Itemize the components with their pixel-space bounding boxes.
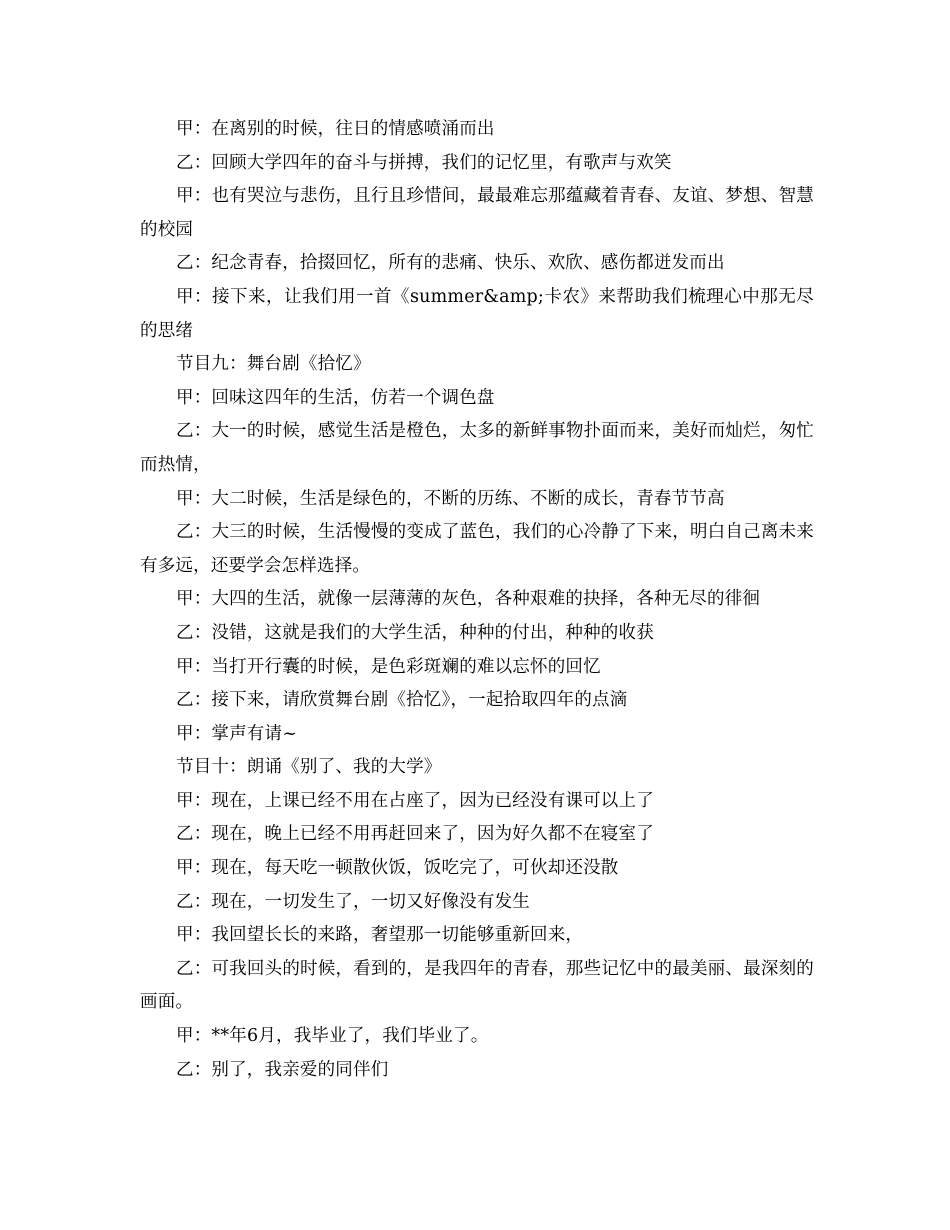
paragraph: 乙：接下来，请欣赏舞台剧《拾忆》，一起拾取四年的点滴 [176, 690, 628, 711]
paragraph: 乙：现在，一切发生了，一切又好像没有发生 [176, 891, 530, 912]
paragraph: 甲：大二时候，生活是绿色的，不断的历练、不断的成长，青春节节高 [176, 488, 725, 509]
paragraph: 乙：现在，晚上已经不用再赶回来了，因为好久都不在寝室了 [176, 824, 654, 845]
document-body [140, 113, 814, 1087]
paragraph: 甲：在离别的时候，往日的情感喷涌而出 [176, 119, 495, 139]
paragraph: 甲：也有哭泣与悲伤，且行且珍惜间，最最难忘那蕴藏着青春、友谊、梦想、智慧的校园 [140, 186, 814, 240]
paragraph: 甲：**年6月，我毕业了，我们毕业了。 [176, 1026, 489, 1047]
paragraph: 甲：接下来，让我们用一首《summer&amp;卡农》来帮助我们梳理心中那无尽的思绪 [140, 286, 814, 341]
paragraph: 乙：回顾大学四年的奋斗与拼搏，我们的记忆里，有歌声与欢笑 [176, 152, 672, 173]
paragraph: 甲：掌声有请~ [176, 723, 298, 744]
paragraph: 甲：回味这四年的生活，仿若一个调色盘 [176, 387, 495, 408]
paragraph: 乙：纪念青春，拾掇回忆，所有的悲痛、快乐、欢欣、感伤都迸发而出 [176, 253, 725, 274]
paragraph: 甲：大四的生活，就像一层薄薄的灰色，各种艰难的抉择，各种无尽的徘徊 [176, 589, 761, 610]
paragraph: 甲：我回望长长的来路，奢望那一切能够重新回来， [176, 925, 584, 946]
paragraph: 乙：大三的时候，生活慢慢的变成了蓝色，我们的心冷静了下来，明白自己离未来有多远，还要学会怎样选择。 [140, 522, 814, 576]
paragraph: 甲：现在，每天吃一顿散伙饭，饭吃完了，可伙却还没散 [176, 858, 619, 879]
paragraph: 甲：当打开行囊的时候，是色彩斑斓的难以忘怀的回忆 [176, 656, 601, 677]
paragraph: 乙：可我回头的时候，看到的，是我四年的青春，那些记忆中的最美丽、最深刻的画面。 [140, 958, 814, 1013]
paragraph: 乙：没错，这就是我们的大学生活，种种的付出，种种的收获 [176, 622, 654, 643]
program-heading: 节目十：朗诵《别了、我的大学》 [176, 757, 442, 778]
paragraph: 甲：现在，上课已经不用在占座了，因为已经没有课可以上了 [176, 790, 654, 811]
paragraph: 乙：大一的时候，感觉生活是橙色，太多的新鲜事物扑面而来，美好而灿烂，匆忙而热情， [140, 421, 814, 475]
program-heading: 节目九：舞台剧《拾忆》 [176, 354, 371, 375]
paragraph: 乙：别了，我亲爱的同伴们 [176, 1059, 389, 1080]
